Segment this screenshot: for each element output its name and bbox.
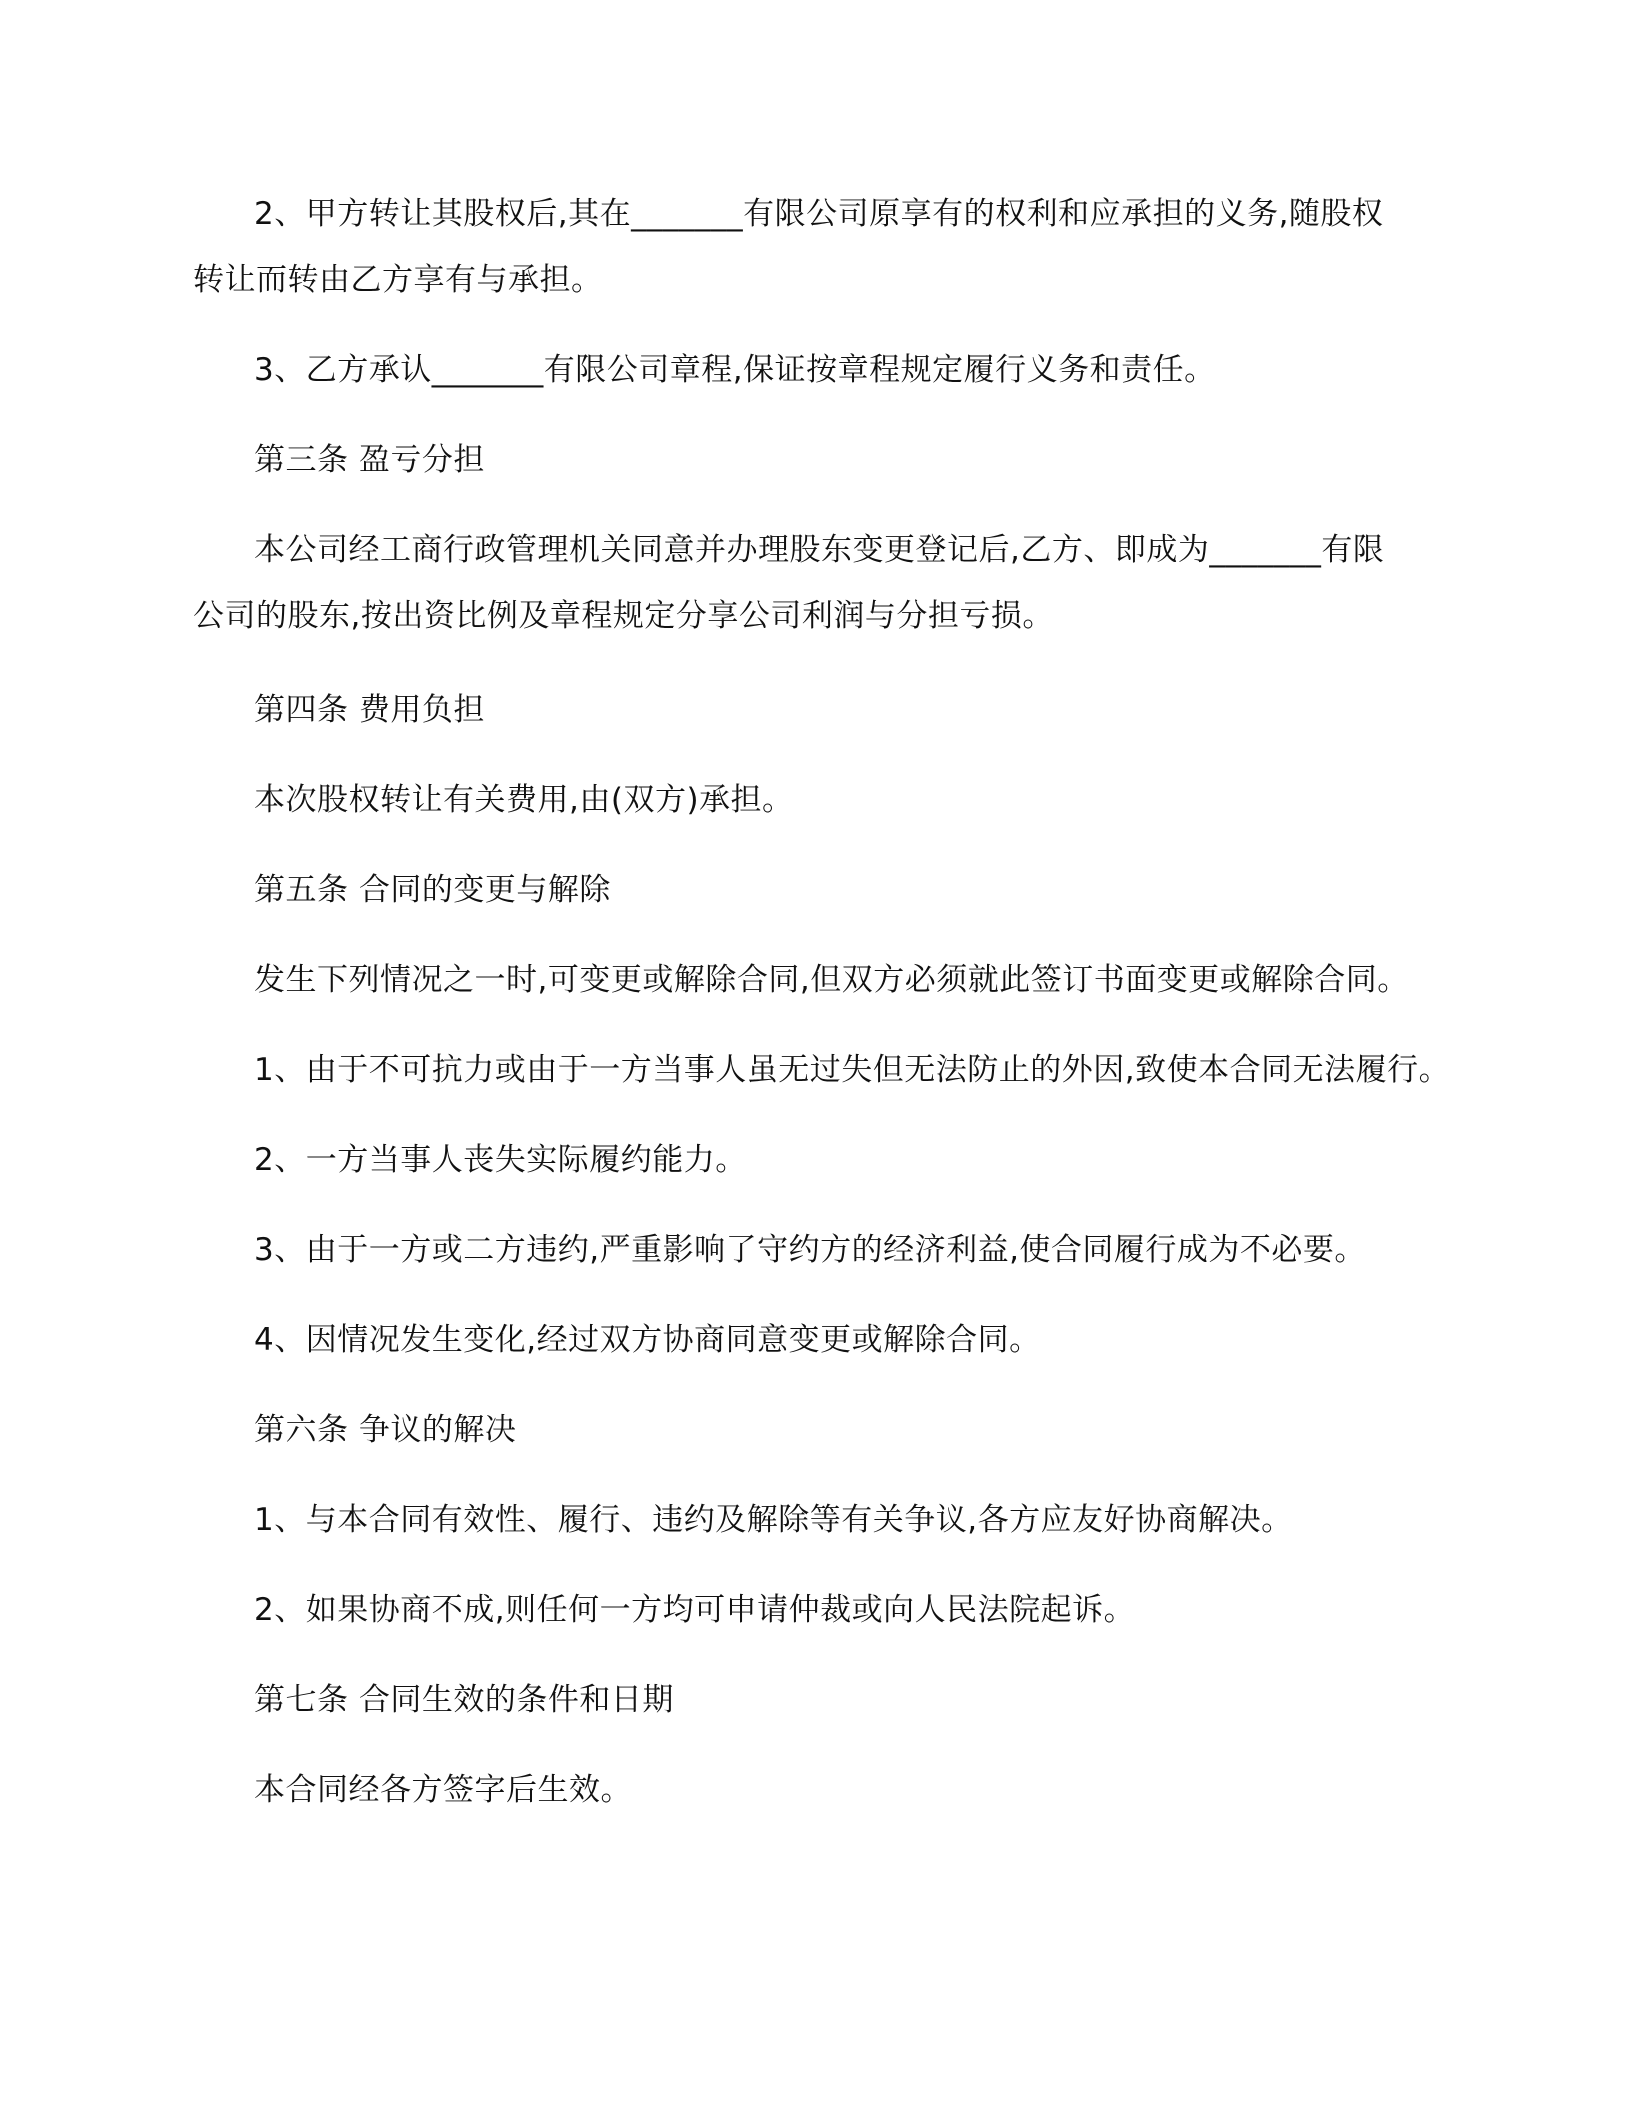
article-6-title: 第六条 争议的解决 (254, 1412, 517, 1448)
clause-2-line-2: 转让而转由乙方享有与承担。 (193, 262, 603, 298)
article-7-title: 第七条 合同生效的条件和日期 (254, 1682, 674, 1718)
article-7-body: 本合同经各方签字后生效。 (254, 1772, 632, 1808)
article-3-title: 第三条 盈亏分担 (254, 442, 485, 478)
article-5-item-2: 2、一方当事人丧失实际履约能力。 (254, 1142, 747, 1178)
article-4-title: 第四条 费用负担 (254, 692, 485, 728)
article-6-item-2: 2、如果协商不成,则任何一方均可申请仲裁或向人民法院起诉。 (254, 1592, 1136, 1628)
article-5-title: 第五条 合同的变更与解除 (254, 872, 611, 908)
article-5-item-1: 1、由于不可抗力或由于一方当事人虽无过失但无法防止的外因,致使本合同无法履行。 (254, 1052, 1451, 1088)
clause-3: 3、乙方承认_______有限公司章程,保证按章程规定履行义务和责任。 (254, 352, 1216, 388)
article-5-item-3: 3、由于一方或二方违约,严重影响了守约方的经济利益,使合同履行成为不必要。 (254, 1232, 1366, 1268)
article-3-line-1: 本公司经工商行政管理机关同意并办理股东变更登记后,乙方、即成为_______有限 (254, 532, 1385, 568)
article-5-intro: 发生下列情况之一时,可变更或解除合同,但双方必须就此签订书面变更或解除合同。 (254, 962, 1409, 998)
article-5-item-4: 4、因情况发生变化,经过双方协商同意变更或解除合同。 (254, 1322, 1041, 1358)
article-6-item-1: 1、与本合同有效性、履行、违约及解除等有关争议,各方应友好协商解决。 (254, 1502, 1293, 1538)
clause-2-line-1: 2、甲方转让其股权后,其在_______有限公司原享有的权利和应承担的义务,随股权 (254, 196, 1384, 232)
article-3-line-2: 公司的股东,按出资比例及章程规定分享公司利润与分担亏损。 (193, 598, 1054, 634)
article-4-body: 本次股权转让有关费用,由(双方)承担。 (254, 782, 794, 818)
